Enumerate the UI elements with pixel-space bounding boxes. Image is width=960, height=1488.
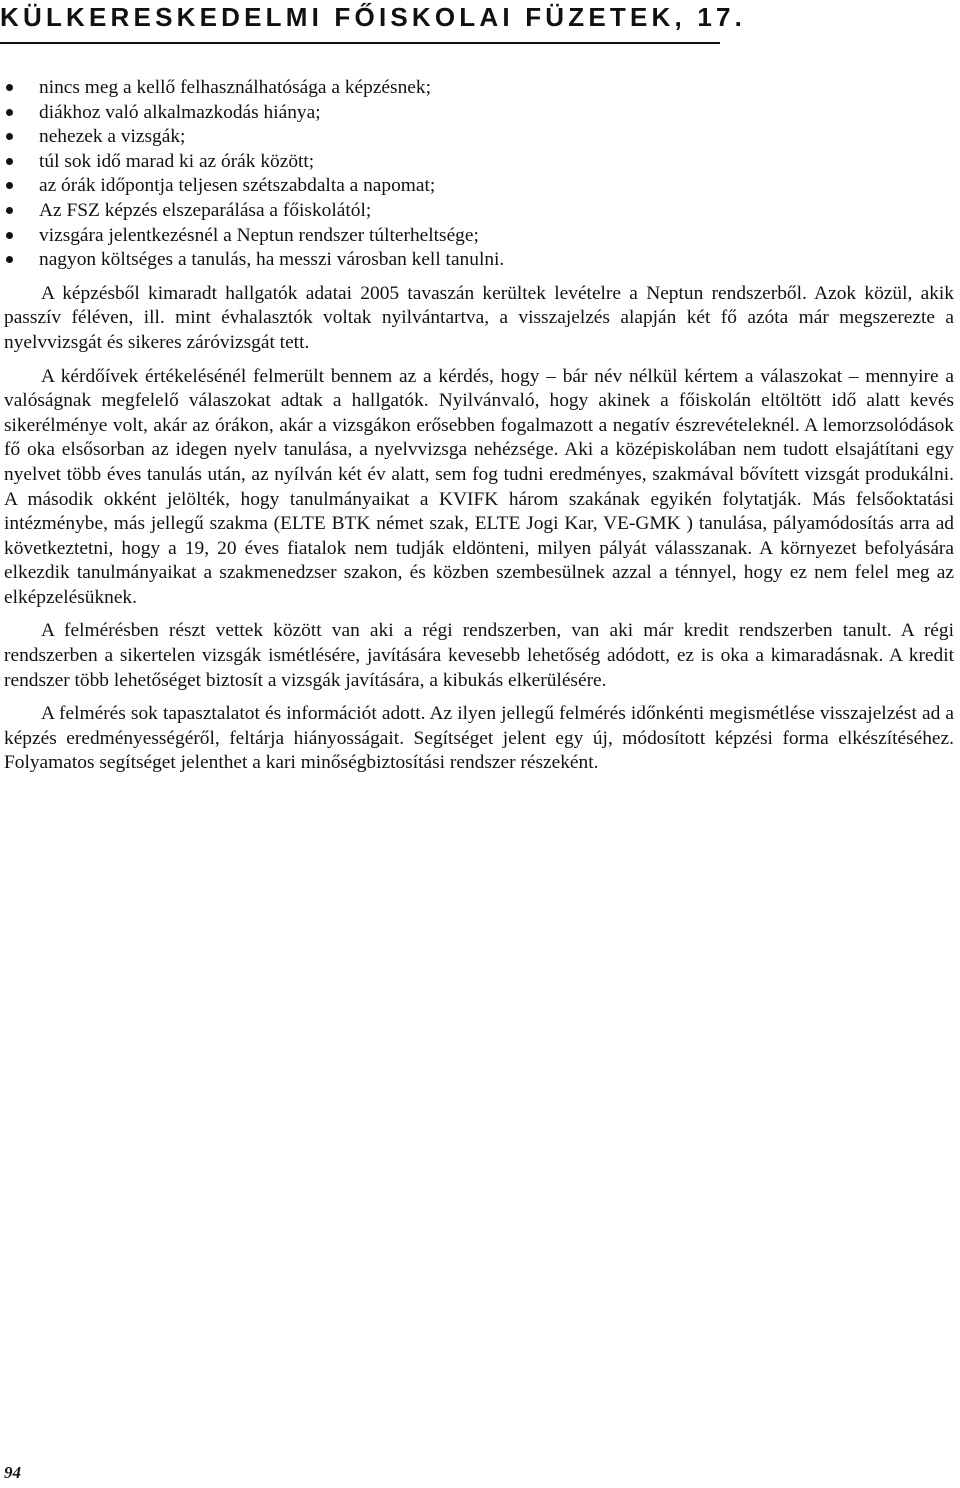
header-rule — [0, 42, 720, 44]
bullet-icon — [6, 207, 13, 214]
list-item — [4, 76, 954, 101]
bullet-icon — [6, 84, 13, 91]
list-item-text: túl sok idő marad ki az órák között; — [39, 150, 315, 172]
paragraph: A kérdőívek értékelésénél felmerült bennem az a kérdés, hogy – bár név nélkül kértem a válaszokat – mennyire a valóságnak megfelelő válaszokat adtak a hallgatók. Nyilvánvaló, hogy akinek a főiskolán eltöltött idő alatt kevés sikerélménye volt, akár az órákon, akár a vizsgákon erősebben fogalmazott a negatív észrevételeknél. A lemorzsolódások fő oka elsősorban az idegen nyelv tanulása, a nyelvvizsga nehézsége. Aki a középiskolában nem tudott elsajátítani egy nyelvet több éves tanulás után, az nyílván két év alatt, sem fog tudni eredményes, szakmával bővített vizsgát produkálni. A második okként jelölték, hogy tanulmányaikat a KVIFK három szakának egyikén folytatják. Más felsőoktatási intézménybe, más jellegű szakma (ELTE BTK német szak, ELTE Jogi Kar, VE-GMK ) tanulása, pályamódosítás arra ad következtetni, hogy a 19, 20 éves fiatalok nem tudják eldönteni, milyen pályát válasszanak. A környezet befolyására elkezdik tanulmányaikat a szakmenedzser szakon, és közben szembesülnek azzal a ténnyel, hogy ez nem felel meg az elképzelésüknek. — [4, 365, 954, 608]
list-item-text: az órák időpontja teljesen szétszabdalta a napomat; — [39, 175, 436, 197]
bullet-icon — [6, 109, 13, 116]
list-item — [4, 125, 954, 150]
list-item — [4, 248, 954, 273]
list-item — [4, 224, 954, 249]
list-item-text: diákhoz való alkalmazkodás hiánya; — [39, 101, 321, 123]
list-item-text: nehezek a vizsgák; — [39, 126, 186, 148]
bullet-icon — [6, 232, 13, 239]
running-header: KÜLKERESKEDELMI FŐISKOLAI FÜZETEK, 17. — [0, 2, 747, 32]
list-item — [4, 150, 954, 175]
bullet-list — [4, 76, 954, 273]
paragraph: A felmérés sok tapasztalatot és információt adott. Az ilyen jellegű felmérés időnkénti megismétlése visszajelzést ad a képzés eredményességéről, feltárja hiányosságait. Segítséget jelent egy új, módosított képzési forma elkészítéséhez. Folyamatos segítséget jelenthet a kari minőségbiztosítási rendszer részeként. — [4, 703, 954, 774]
list-item-text: nincs meg a kellő felhasználhatósága a képzésnek; — [39, 77, 431, 98]
list-item — [4, 101, 954, 126]
list-item-text: Az FSZ képzés elszeparálása a főiskolától; — [39, 199, 372, 221]
paragraph: A felmérésben részt vettek között van aki a régi rendszerben, van aki már kredit rendszerben tanult. A régi rendszerben a sikertelen vizsgák ismétlésére, javítására kevesebb lehetőség adódott, ez is oka a kimaradásnak. A kredit rendszer több lehetőséget biztosít a vizsgák javítására, a kibukás elkerülésére. — [4, 620, 954, 691]
page-number: 94 — [4, 1463, 21, 1482]
list-item — [4, 174, 954, 199]
page-body — [4, 76, 954, 785]
paragraph: A képzésből kimaradt hallgatók adatai 2005 tavaszán kerültek levételre a Neptun rendszerből. Azok közül, akik passzív féléven, ill. mint évhalasztók voltak nyilvántartva, a visszajelzés alapján két fő azóta már megszerezte a nyelvvizsgát és sikeres záróvizsgát tett. — [4, 282, 954, 353]
bullet-icon — [6, 133, 13, 140]
bullet-icon — [6, 158, 13, 165]
bullet-icon — [6, 256, 13, 263]
list-item-text: nagyon költséges a tanulás, ha messzi városban kell tanulni. — [39, 249, 505, 271]
bullet-icon — [6, 182, 13, 189]
list-item — [4, 199, 954, 224]
list-item-text: vizsgára jelentkezésnél a Neptun rendszer túlterheltsége; — [39, 224, 479, 246]
